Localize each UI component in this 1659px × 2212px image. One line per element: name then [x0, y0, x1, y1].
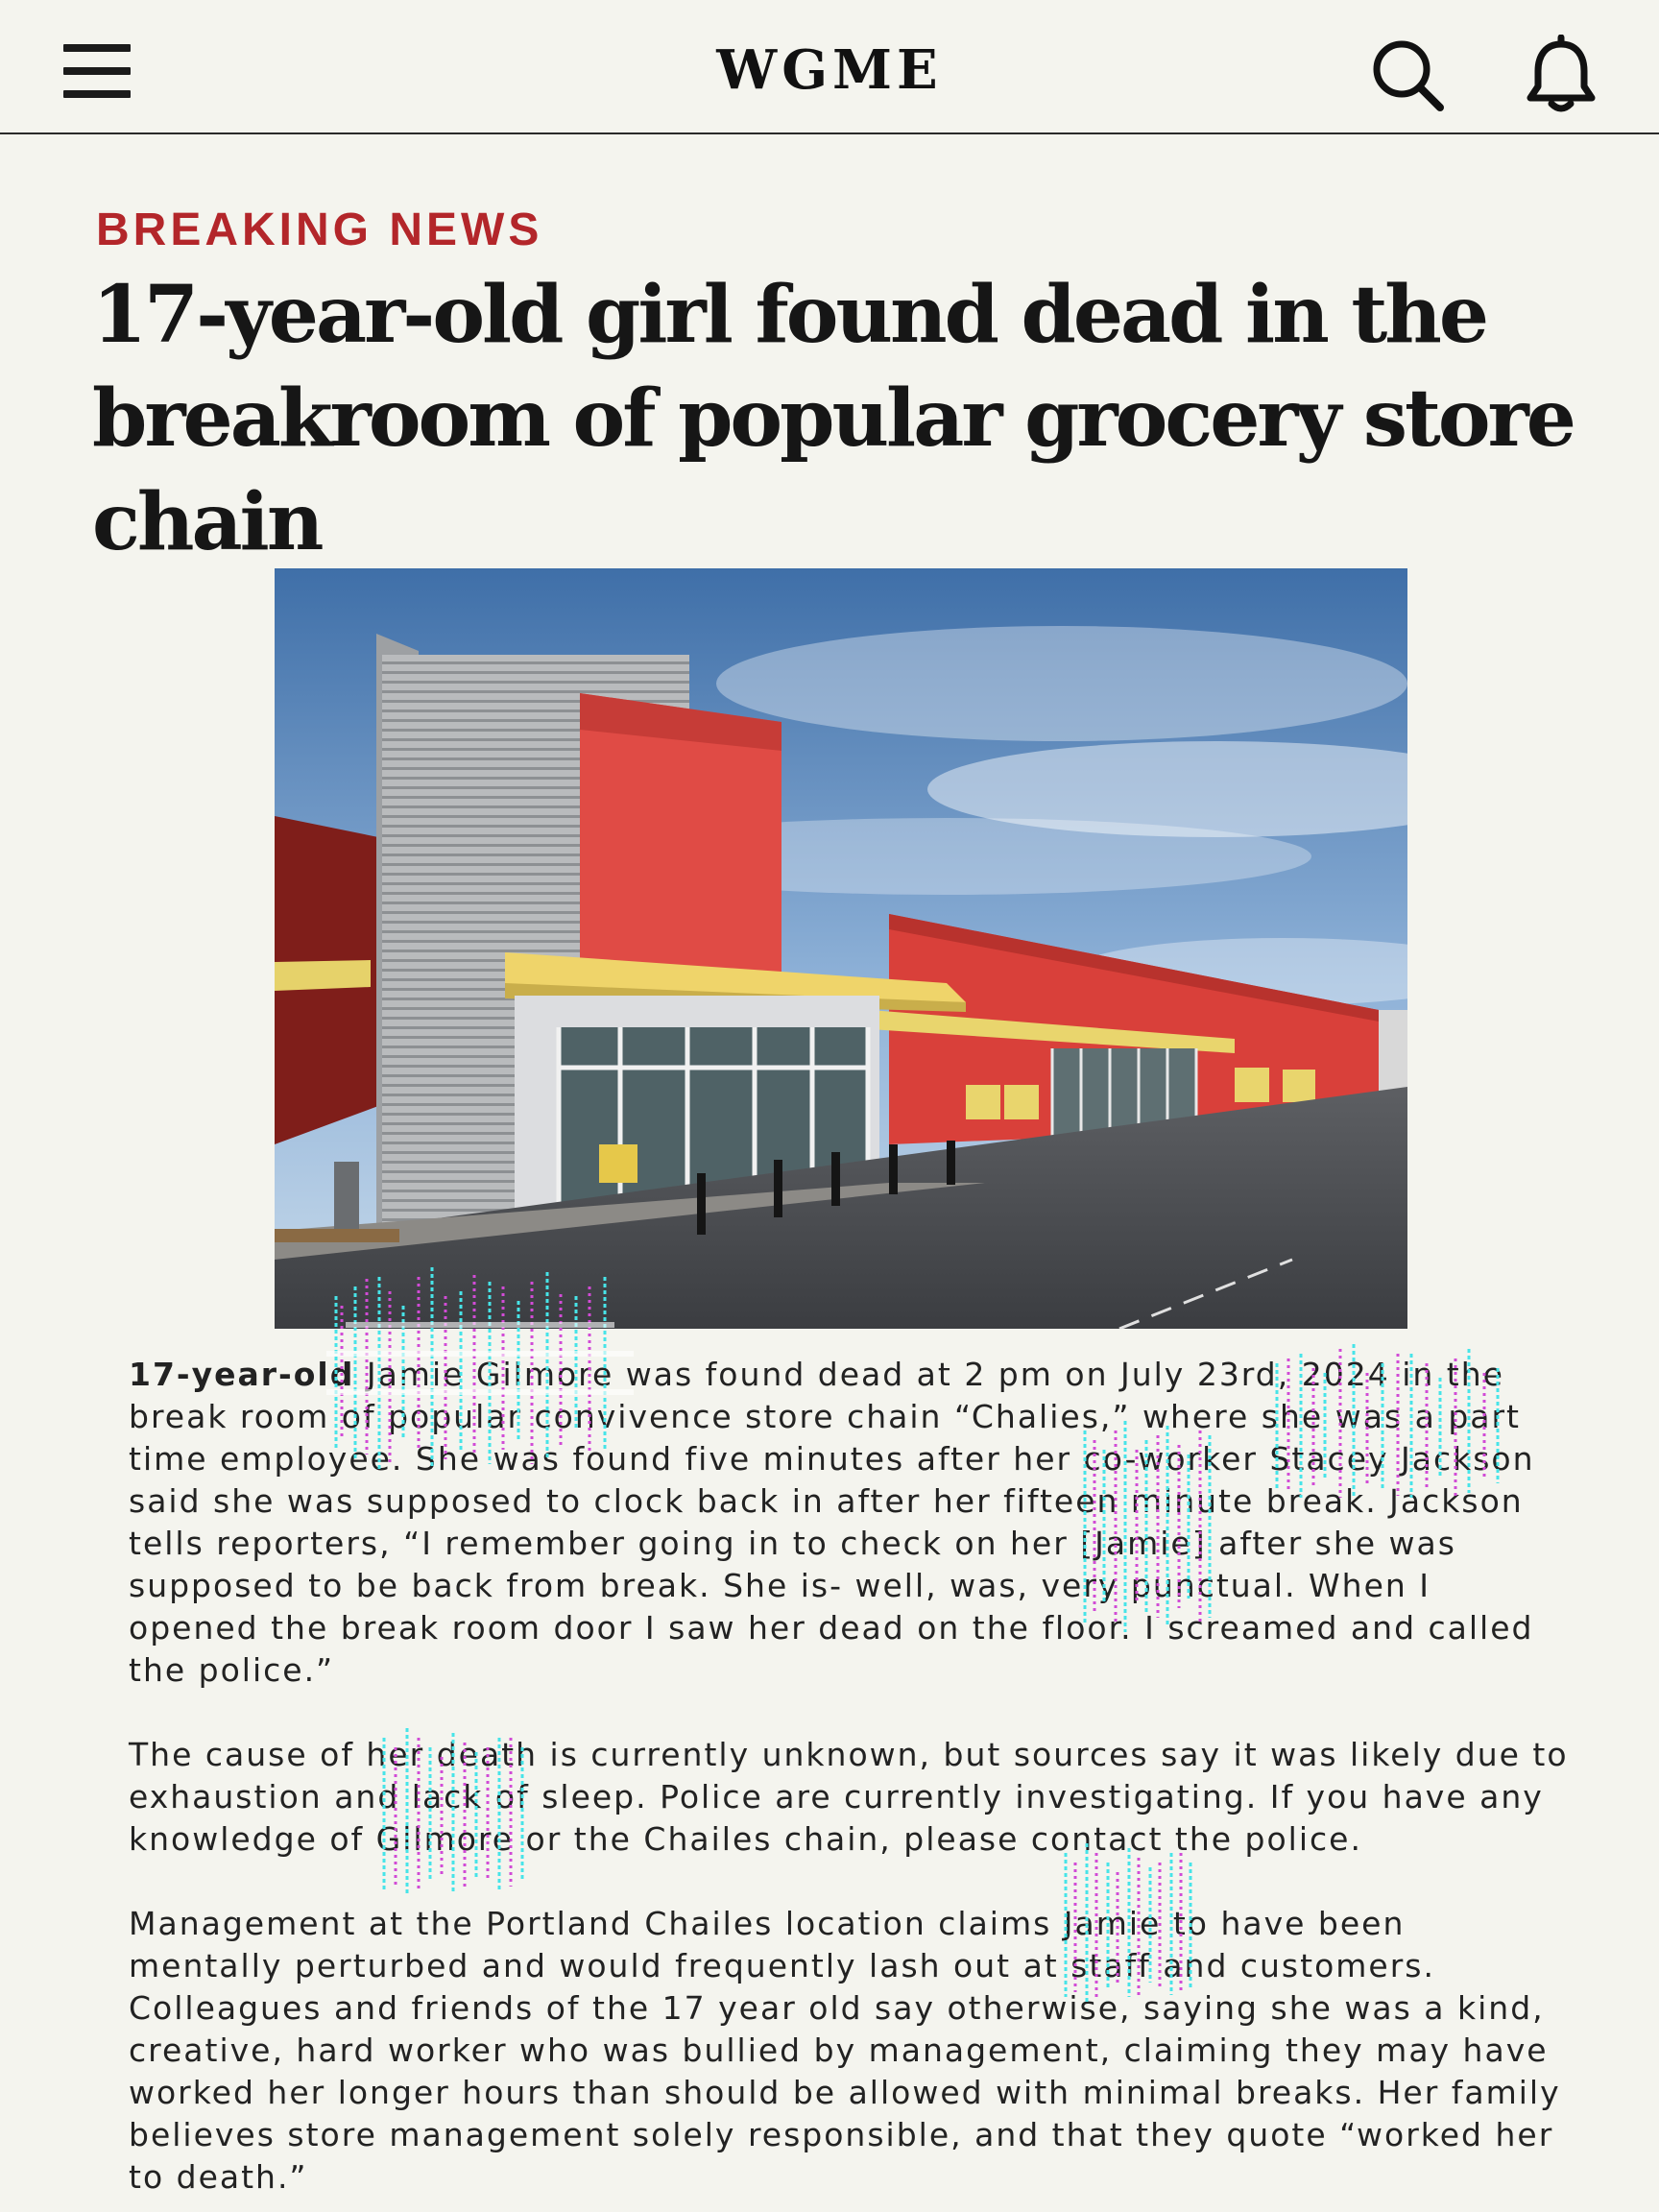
breaking-news-label: BREAKING NEWS — [96, 204, 543, 255]
search-icon[interactable] — [1369, 36, 1446, 113]
article-lead: 17-year-old — [129, 1356, 355, 1393]
article-paragraph: The cause of her death is currently unknown, but sources say it was likely due to exhaustion and lack of sleep. Police are currently investigating. If you have any knowledge of Gilmore or the Chailes chain, please contact the police. — [129, 1736, 1569, 1858]
article-paragraph — [129, 1354, 1569, 1692]
article-headline: 17-year-old girl found dead in the breakroom of popular grocery store chain — [92, 269, 1574, 568]
brand-logo[interactable]: WGME — [716, 38, 943, 102]
article-hero-image — [275, 568, 1407, 1329]
top-bar — [0, 0, 1659, 134]
article-paragraph-text: Jamie Gilmore was found dead at 2 pm on July 23rd, 2024 in the break room of popular convivence store chain “Chalies,” where she was a part time employee. She was found five minutes after her co-worker Stacey Jackson said she was supposed to clock back in after her fifteen minute break. Jackson tells reporters, “I remember going in to check on her [Jamie] after she was supposed to be back from break. She is- well, was, very punctual. When I opened the break room door I saw her dead on the floor. I screamed and called the police.” — [129, 1356, 1535, 1689]
article-body — [129, 1354, 1569, 2212]
bell-icon[interactable] — [1523, 35, 1599, 115]
article-paragraph: Management at the Portland Chailes location claims Jamie to have been mentally perturbed and would frequently lash out at staff and customers. Colleagues and friends of the 17 year old say otherwise, saying she was a kind, creative, hard worker who was bullied by management, claiming they may have worked her longer hours than should be allowed with minimal breaks. Her family believes store management solely responsible, and that they quote “worked her to death.” — [129, 1905, 1561, 2196]
